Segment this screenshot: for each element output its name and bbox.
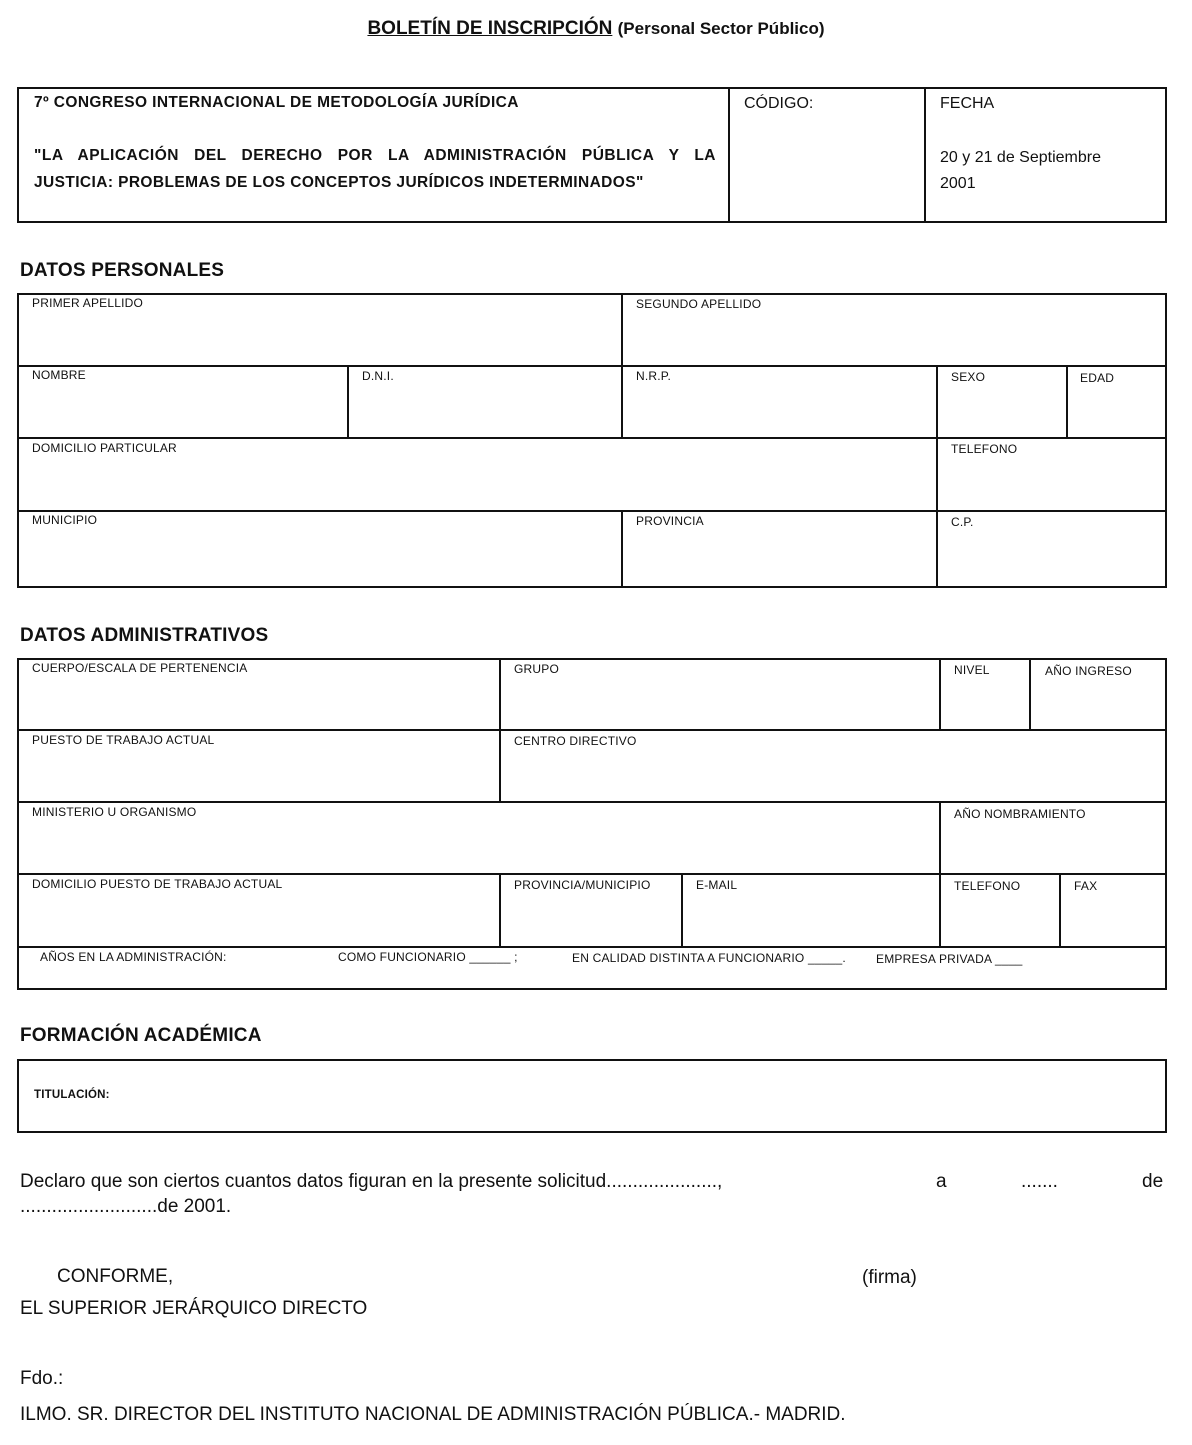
domicilio-particular-field[interactable]: DOMICILIO PARTICULAR	[32, 441, 177, 455]
empresa-privada-field[interactable]: EMPRESA PRIVADA ____	[876, 952, 1023, 966]
administrative-data-heading: DATOS ADMINISTRATIVOS	[20, 625, 269, 646]
form-title	[0, 18, 1192, 40]
form-title-subtitle: (Personal Sector Público)	[617, 19, 825, 38]
centro-directivo-field[interactable]: CENTRO DIRECTIVO	[514, 734, 637, 748]
academic-heading: FORMACIÓN ACADÉMICA	[20, 1025, 262, 1046]
declaration-day-dots[interactable]: .......	[1021, 1171, 1058, 1192]
nrp-field[interactable]: N.R.P.	[636, 369, 671, 383]
primer-apellido-field[interactable]: PRIMER APELLIDO	[32, 296, 144, 310]
event-theme-line1: "LA APLICACIÓN DEL DERECHO POR LA ADMINISTRACIÓN PÚBLICA Y LA	[34, 147, 716, 164]
provincia-municipio-field[interactable]: PROVINCIA/MUNICIPIO	[514, 878, 651, 892]
admin-telefono-field[interactable]: TELEFONO	[954, 879, 1021, 893]
declaration-text: Declaro que son ciertos cuantos datos figuran en la presente solicitud.....................,	[20, 1171, 723, 1192]
ano-nombramiento-field[interactable]: AÑO NOMBRAMIENTO	[954, 807, 1086, 821]
declaration-a: a	[936, 1171, 947, 1192]
event-date-line1: 20 y 21 de Septiembre	[940, 149, 1101, 166]
event-name: 7º CONGRESO INTERNACIONAL DE METODOLOGÍA JURÍDICA	[34, 94, 519, 111]
fdo-label: Fdo.:	[20, 1368, 64, 1389]
segundo-apellido-field[interactable]: SEGUNDO APELLIDO	[636, 297, 762, 311]
telefono-field[interactable]: TELEFONO	[951, 442, 1018, 456]
cuerpo-escala-field[interactable]: CUERPO/ESCALA DE PERTENENCIA	[32, 661, 248, 675]
domicilio-puesto-field[interactable]: DOMICILIO PUESTO DE TRABAJO ACTUAL	[32, 877, 283, 891]
declaration-de: de	[1142, 1171, 1164, 1192]
ano-ingreso-field[interactable]: AÑO INGRESO	[1045, 664, 1132, 678]
email-field[interactable]: E-MAIL	[696, 878, 738, 892]
personal-data-box	[17, 293, 1167, 588]
como-funcionario-field[interactable]: COMO FUNCIONARIO ______ ;	[338, 950, 518, 964]
nivel-field[interactable]: NIVEL	[954, 663, 990, 677]
academic-box	[17, 1059, 1167, 1133]
personal-data-heading: DATOS PERSONALES	[20, 260, 225, 281]
dni-field[interactable]: D.N.I.	[362, 369, 394, 383]
cp-field[interactable]: C.P.	[951, 515, 974, 529]
fax-field[interactable]: FAX	[1074, 879, 1098, 893]
ministerio-field[interactable]: MINISTERIO U ORGANISMO	[32, 805, 197, 819]
event-code-label: CÓDIGO:	[744, 95, 814, 112]
nombre-field[interactable]: NOMBRE	[32, 368, 86, 382]
declaration-line2[interactable]: ..........................de 2001.	[20, 1196, 232, 1217]
event-theme-line2: JUSTICIA: PROBLEMAS DE LOS CONCEPTOS JURÍDICOS INDETERMINADOS"	[34, 174, 644, 191]
anos-administracion-label: AÑOS EN LA ADMINISTRACIÓN:	[40, 950, 227, 964]
conforme-label: CONFORME,	[57, 1266, 174, 1287]
form-title-main: BOLETÍN DE INSCRIPCIÓN	[367, 18, 613, 39]
administrative-data-box	[17, 658, 1167, 990]
superior-label: EL SUPERIOR JERÁRQUICO DIRECTO	[20, 1298, 368, 1319]
provincia-field[interactable]: PROVINCIA	[636, 514, 704, 528]
firma-label: (firma)	[862, 1267, 917, 1288]
municipio-field[interactable]: MUNICIPIO	[32, 513, 98, 527]
calidad-distinta-field[interactable]: EN CALIDAD DISTINTA A FUNCIONARIO _____.	[572, 951, 846, 965]
puesto-trabajo-field[interactable]: PUESTO DE TRABAJO ACTUAL	[32, 733, 215, 747]
sexo-field[interactable]: SEXO	[951, 370, 986, 384]
director-addressee: ILMO. SR. DIRECTOR DEL INSTITUTO NACIONAL DE ADMINISTRACIÓN PÚBLICA.- MADRID.	[20, 1404, 846, 1425]
grupo-field[interactable]: GRUPO	[514, 662, 560, 676]
event-date-label: FECHA	[940, 95, 995, 112]
edad-field[interactable]: EDAD	[1080, 371, 1115, 385]
titulacion-field[interactable]: TITULACIÓN:	[34, 1089, 110, 1101]
event-date-line2: 2001	[940, 175, 976, 192]
